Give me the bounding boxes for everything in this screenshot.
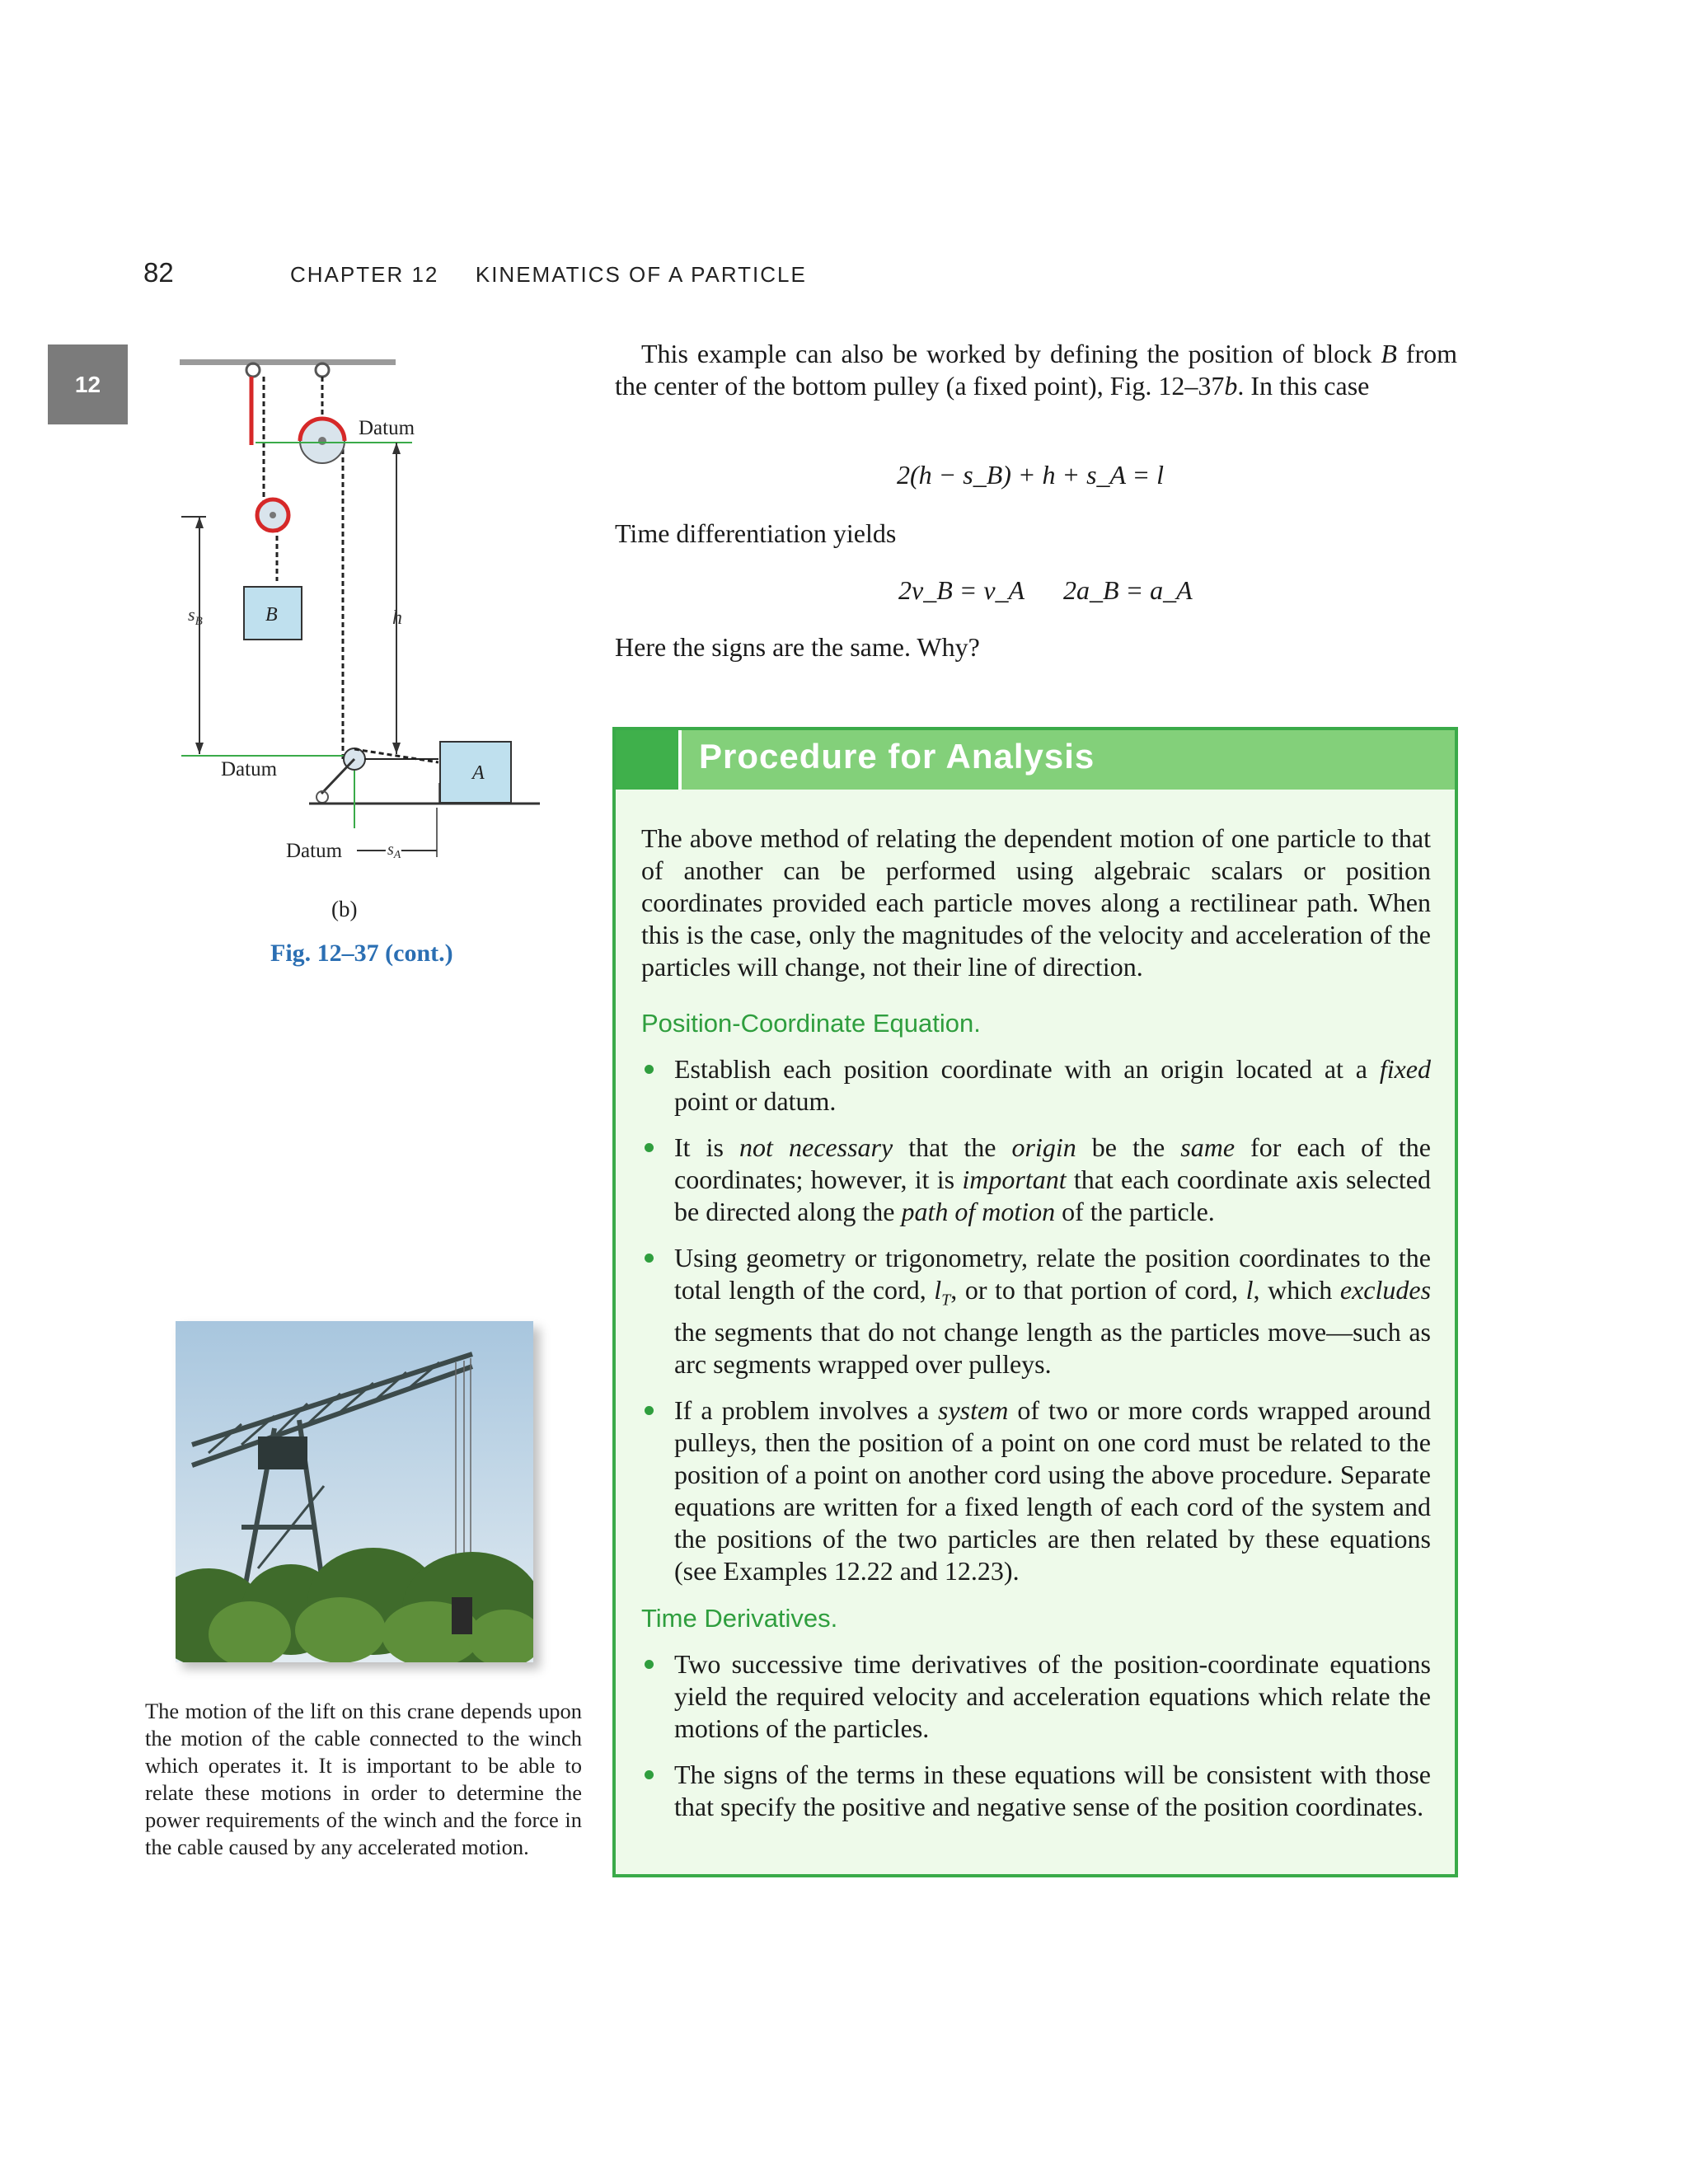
time-differentiation-text: Time differentiation yields xyxy=(615,518,897,548)
equation-velocity: 2v_B = v_A xyxy=(898,575,1025,605)
position-bullet-list xyxy=(641,1053,1431,1601)
figure-caption: Fig. 12–37 (cont.) xyxy=(270,940,453,967)
label-s-a: $s_A$ xyxy=(387,841,401,861)
signs-question: Here the signs are the same. Why? xyxy=(615,632,980,662)
ceiling-support xyxy=(180,359,396,365)
label-block-b: B xyxy=(265,604,278,626)
label-block-a: A xyxy=(472,762,485,784)
list-item: Two successive time derivatives of the position-coordinate equations yield the required velocity and acceleration equations which relate the motions of the particles. xyxy=(641,1648,1431,1745)
procedure-header-accent xyxy=(616,730,678,790)
procedure-intro: The above method of relating the dependent motion of one particle to that of another can be performed using algebraic scalars or position coordinates provided each particle moves along a rectilinear path. When this is the case, only the magnitudes of the velocity and acceleration of the particles will change, not their line of direction. xyxy=(641,823,1431,982)
figure-sub-label: (b) xyxy=(331,897,358,921)
list-item: The signs of the terms in these equations will be consistent with those that specify the positive and negative sense of the position coordinates. xyxy=(641,1759,1431,1823)
list-item: If a problem involves a system of two or more cords wrapped around pulleys, then the position of a point on one cord must be related to the position of a point on another cord using the above procedure. Separate equations are written for a fixed length of each cord of the system and the positions of the two particles are then related by these equations (see Examples 12.22 and 12.23). xyxy=(641,1394,1431,1587)
ceiling-hook-left xyxy=(246,363,260,377)
chapter-title: KINEMATICS OF A PARTICLE xyxy=(475,262,807,287)
chapter-label: CHAPTER 12 xyxy=(290,262,439,287)
list-item: Establish each position coordinate with an origin located at a fixed point or datum. xyxy=(641,1053,1431,1118)
list-item: It is not necessary that the origin be the same for each of the coordinates; however, it is important that each coordinate axis selected be directed along the path of motion of the particle. xyxy=(641,1132,1431,1228)
list-item: Using geometry or trigonometry, relate the position coordinates to the total length of the cord, $l_T$, or to that portion of cord, l, which excludes the segments that do not change length as the particles move—such as arc segments wrapped over pulleys. xyxy=(641,1242,1431,1380)
page-number: 82 xyxy=(143,257,174,288)
procedure-header-divider xyxy=(678,730,682,790)
intro-paragraph: This example can also be worked by defining the position of block B from the center of the bottom pulley (a fixed point), Fig. 12–37b. In this case xyxy=(615,339,1458,401)
chapter-tab: 12 xyxy=(48,344,128,424)
label-h: h xyxy=(392,607,402,629)
top-pulley-hub xyxy=(318,437,326,445)
section-heading-position: Position-Coordinate Equation. xyxy=(641,1009,981,1038)
derivatives-bullet-list xyxy=(641,1648,1431,1837)
lower-pulley-hub xyxy=(270,512,276,518)
ceiling-hook-right xyxy=(316,363,329,377)
section-heading-derivatives: Time Derivatives. xyxy=(641,1604,838,1633)
equation-acceleration: 2a_B = a_A xyxy=(1063,575,1193,605)
procedure-title: Procedure for Analysis xyxy=(699,737,1095,776)
crane-photo xyxy=(176,1321,533,1662)
label-datum-top: Datum xyxy=(359,417,415,439)
label-datum-bottom: Datum xyxy=(286,840,343,861)
pulley-figure xyxy=(148,334,560,861)
photo-caption: The motion of the lift on this crane depends upon the motion of the cable connected to the winch which operates it. It is important to be able to relate these motions in order to determine the power requirements of the winch and the force in the cable caused by any accelerated motion. xyxy=(145,1699,582,1859)
label-datum-left: Datum xyxy=(221,758,278,780)
label-s-b: $s_B$ xyxy=(188,604,203,628)
equation-position: 2(h − s_B) + h + s_A = l xyxy=(897,460,1164,490)
chapter-heading xyxy=(290,262,807,288)
